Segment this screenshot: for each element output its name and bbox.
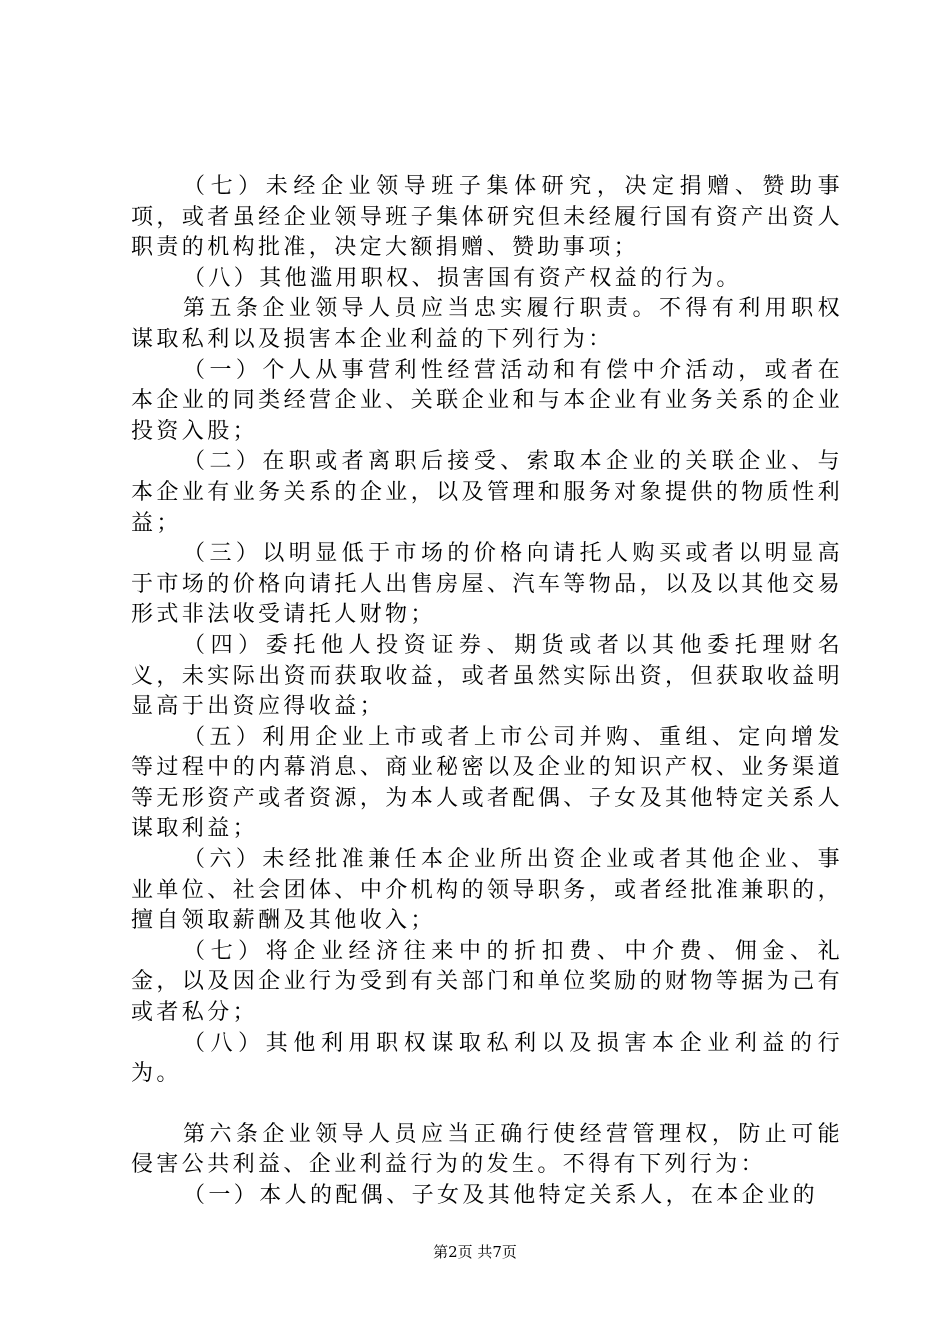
paragraph-article-5-item-2: （二）在职或者离职后接受、索取本企业的关联企业、与本企业有业务关系的企业，以及管理和服务对象提供的物质性利益； [131, 449, 843, 536]
page-number-footer: 第2页 共7页 [433, 1243, 517, 1261]
paragraph-article-5-item-7: （七）将企业经济往来中的折扣费、中介费、佣金、礼金，以及因企业行为受到有关部门和单位奖励的财物等据为己有或者私分； [131, 938, 843, 1026]
paragraph-item-7-donation: （七）未经企业领导班子集体研究，决定捐赠、赞助事项，或者虽经企业领导班子集体研究但未经履行国有资产出资人职责的机构批准，决定大额捐赠、赞助事项； [131, 174, 843, 261]
paragraph-article-5-item-8: （八）其他利用职权谋取私利以及损害本企业利益的行为。 [131, 1030, 843, 1087]
paragraph-article-5-item-6: （六）未经批准兼任本企业所出资企业或者其他企业、事业单位、社会团体、中介机构的领导职务，或者经批准兼职的，擅自领取薪酬及其他收入； [131, 847, 843, 934]
paragraph-article-5-item-4: （四）委托他人投资证券、期货或者以其他委托理财名义，未实际出资而获取收益，或者虽然实际出资，但获取收益明显高于出资应得收益； [131, 632, 843, 720]
paragraph-article-6: 第六条企业领导人员应当正确行使经营管理权，防止可能侵害公共利益、企业利益行为的发生。不得有下列行为： [131, 1121, 843, 1178]
paragraph-item-8-abuse-of-power: （八）其他滥用职权、损害国有资产权益的行为。 [183, 265, 742, 291]
paragraph-article-5-item-1: （一）个人从事营利性经营活动和有偿中介活动，或者在本企业的同类经营企业、关联企业和与本企业有业务关系的企业投资入股； [131, 357, 843, 444]
paragraph-article-5-item-5: （五）利用企业上市或者上市公司并购、重组、定向增发等过程中的内幕消息、商业秘密以及企业的知识产权、业务渠道等无形资产或者资源，为本人或者配偶、子女及其他特定关系人谋取利益； [131, 724, 843, 842]
paragraph-article-5: 第五条企业领导人员应当忠实履行职责。不得有利用职权谋取私利以及损害本企业利益的下列行为： [131, 296, 843, 352]
paragraph-article-6-item-1: （一）本人的配偶、子女及其他特定关系人，在本企业的 [183, 1183, 819, 1208]
paragraph-article-5-item-3: （三）以明显低于市场的价格向请托人购买或者以明显高于市场的价格向请托人出售房屋、汽车等物品，以及以其他交易形式非法收受请托人财物； [131, 541, 843, 628]
document-body [131, 172, 843, 1212]
